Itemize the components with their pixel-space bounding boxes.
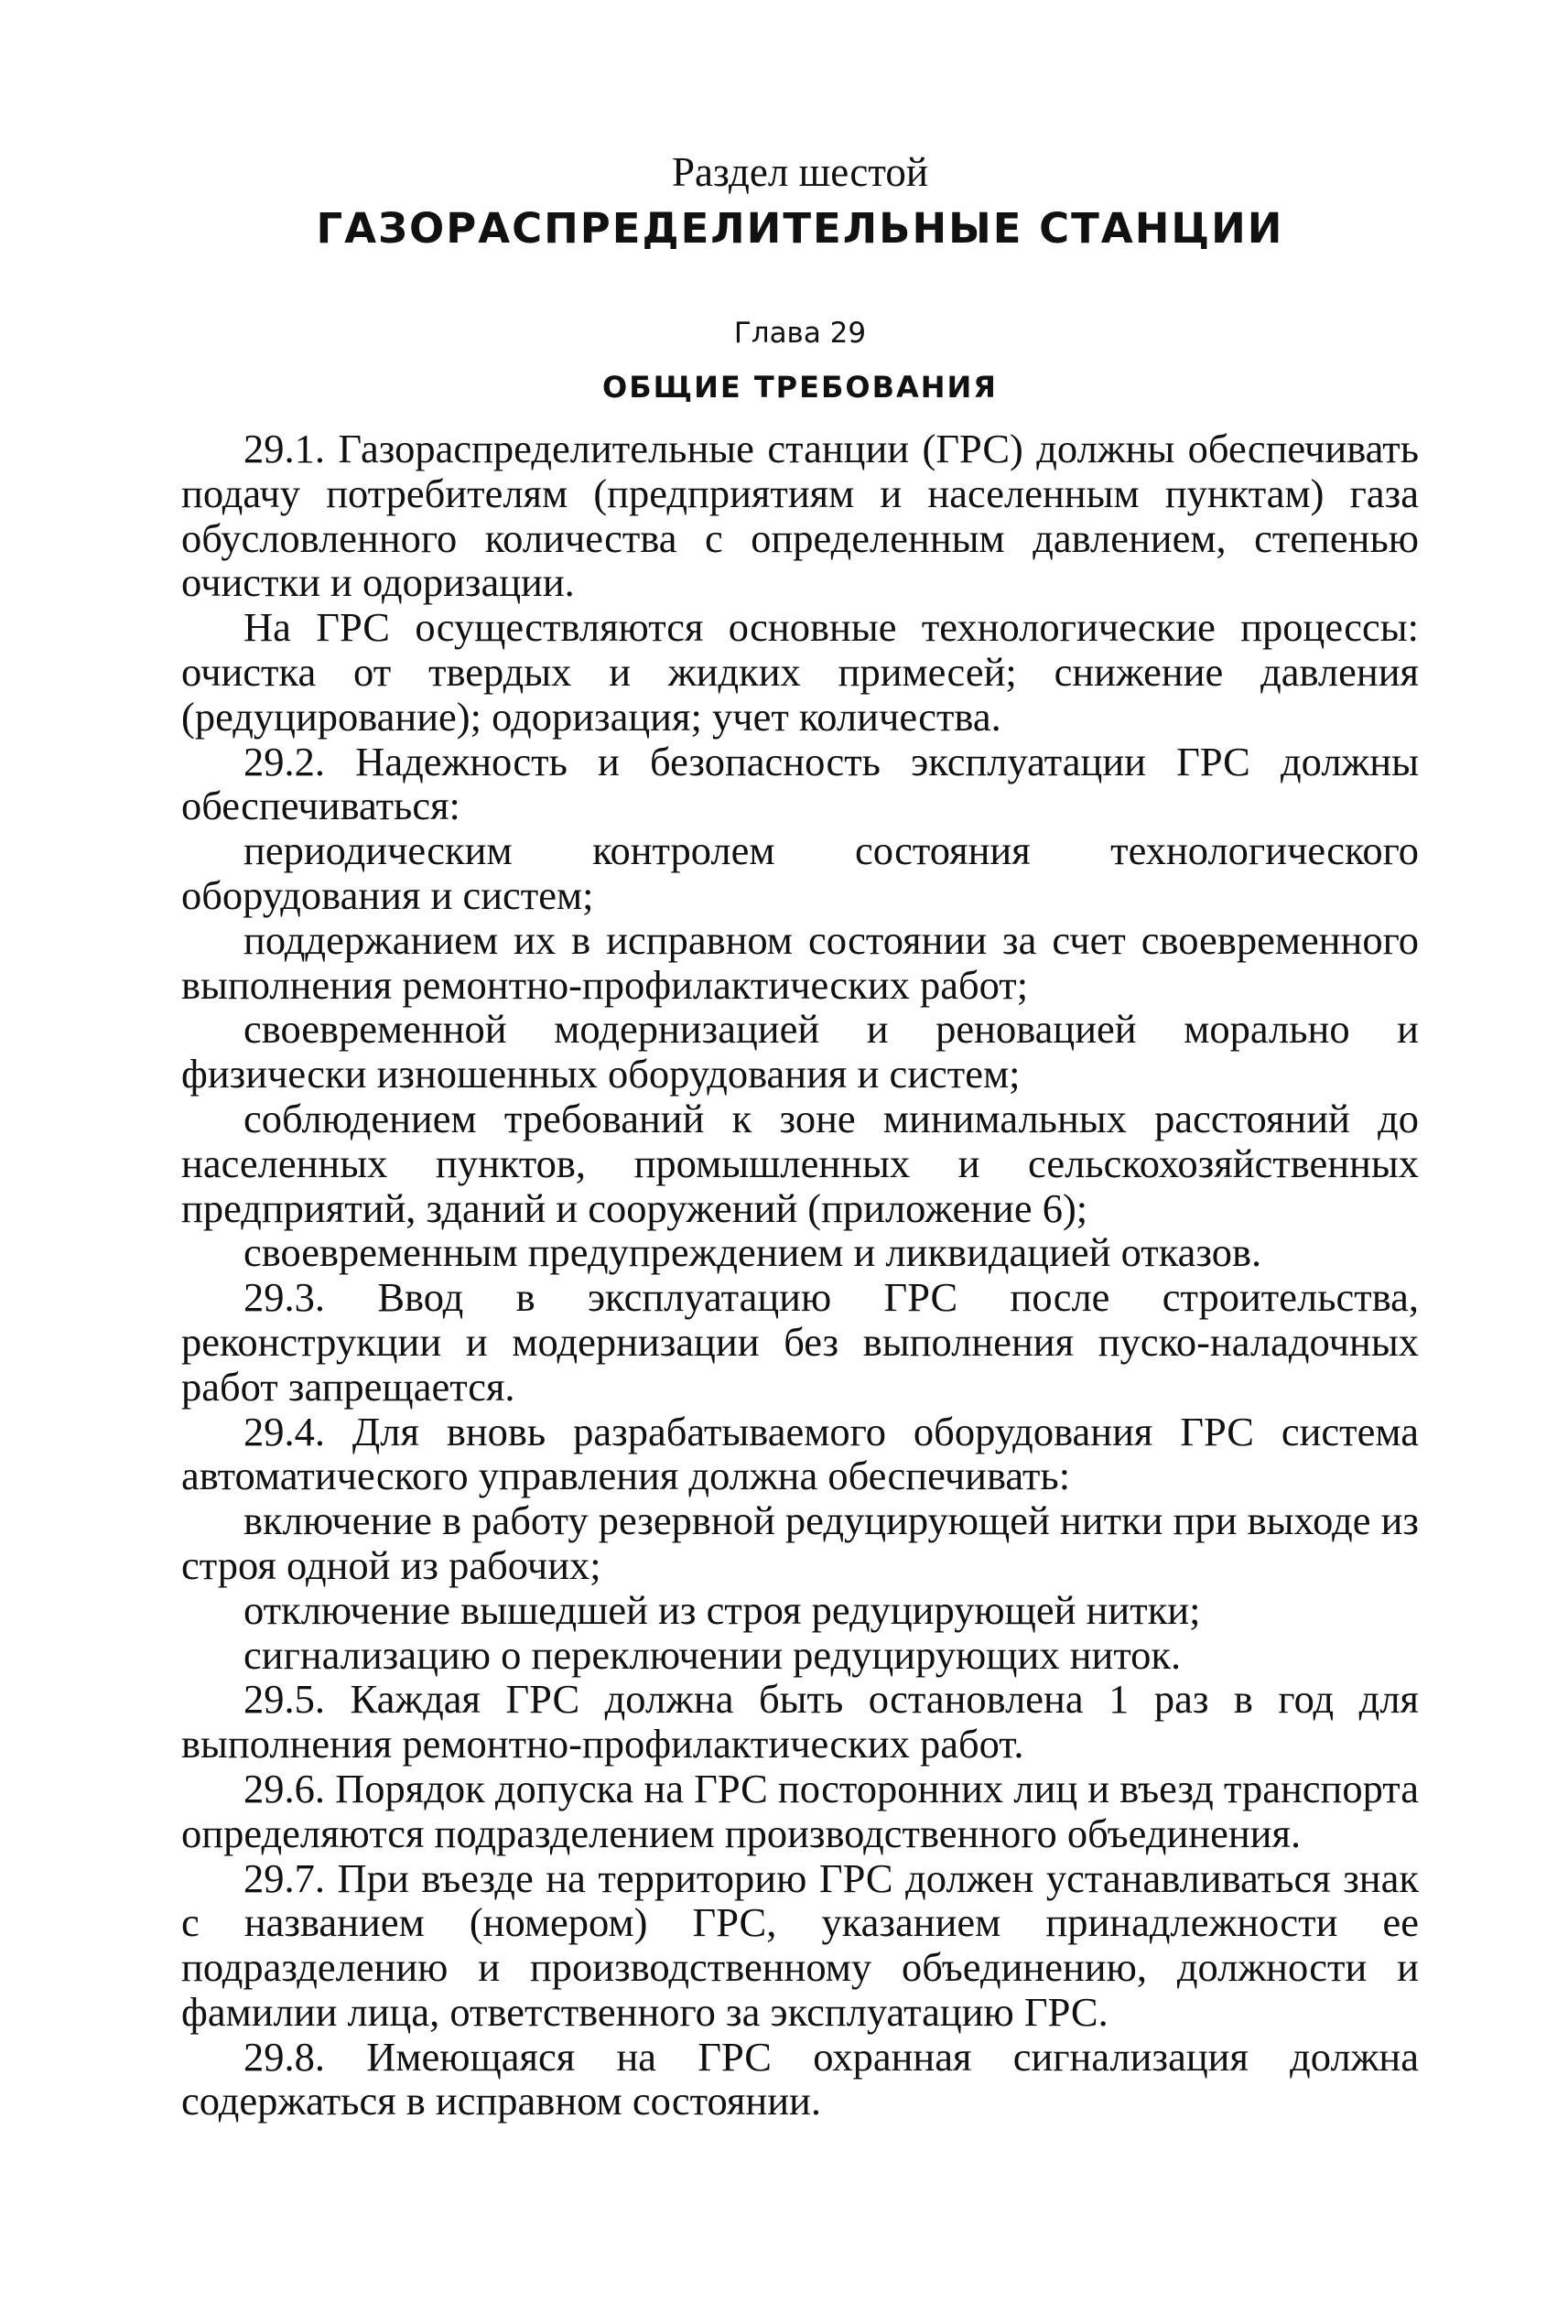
paragraph-29-6: 29.6. Порядок допуска на ГРС посторонних лиц и въезд транспорта определяются подразделением производственного объединения. (181, 1765, 1419, 1856)
list-item: периодическим контролем состояния технологического оборудования и систем; (181, 827, 1419, 918)
page-content (181, 146, 1419, 2124)
list-item: своевременной модернизацией и реновацией морально и физически изношенных оборудования и систем; (181, 1006, 1419, 1097)
list-item: своевременным предупреждением и ликвидацией отказов. (243, 1229, 1262, 1276)
section-label: Раздел шестой (672, 149, 928, 195)
chapter-title: ОБЩИЕ ТРЕБОВАНИЯ (602, 370, 998, 405)
chapter-label: Глава 29 (733, 317, 867, 350)
paragraph-29-3: 29.3. Ввод в эксплуатацию ГРС после строительства, реконструкции и модернизации без выполнения пуско-наладочных работ запрещается. (181, 1274, 1419, 1410)
list-item: соблюдением требований к зоне минимальных расстояний до населенных пунктов, промышленных и сельскохозяйственных предприятий, зданий и сооружений (приложение 6); (181, 1095, 1419, 1231)
paragraph-29-1: 29.1. Газораспределительные станции (ГРС) должны обеспечивать подачу потребителям (предприятиям и населенным пунктам) газа обусловленного количества с определенным давлением, степенью очистки и одоризации. (181, 426, 1419, 606)
section-title: ГАЗОРАСПРЕДЕЛИТЕЛЬНЫЕ СТАНЦИИ (316, 204, 1284, 253)
list-item: сигнализацию о переключении редуцирующих ниток. (243, 1631, 1182, 1678)
paragraph-29-2: 29.2. Надежность и безопасность эксплуатации ГРС должны обеспечиваться: (181, 738, 1419, 829)
paragraph-29-8: 29.8. Имеющаяся на ГРС охранная сигнализация должна содержаться в исправном состоянии. (181, 2033, 1419, 2124)
list-item: включение в работу резервной редуцирующей нитки при выходе из строя одной из рабочих; (181, 1497, 1419, 1588)
paragraph-processes: На ГРС осуществляются основные технологические процессы: очистка от твердых и жидких примесей; снижение давления (редуцирование); одоризация; учет количества. (181, 604, 1419, 740)
paragraph-29-4: 29.4. Для вновь разрабатываемого оборудования ГРС система автоматического управления должна обеспечивать: (181, 1408, 1419, 1499)
list-item: отключение вышедшей из строя редуцирующей нитки; (243, 1586, 1201, 1633)
list-item: поддержанием их в исправном состоянии за счет своевременного выполнения ремонтно-профилактических работ; (181, 916, 1419, 1008)
paragraph-29-7: 29.7. При въезде на территорию ГРС должен устанавливаться знак с названием (номером) ГРС, указанием принадлежности ее подразделению и производственному объединению, должности и фамилии лица, ответственного за эксплуатацию ГРС. (181, 1854, 1419, 2035)
paragraph-29-5: 29.5. Каждая ГРС должна быть остановлена 1 раз в год для выполнения ремонтно-профилактических работ. (181, 1676, 1419, 1767)
